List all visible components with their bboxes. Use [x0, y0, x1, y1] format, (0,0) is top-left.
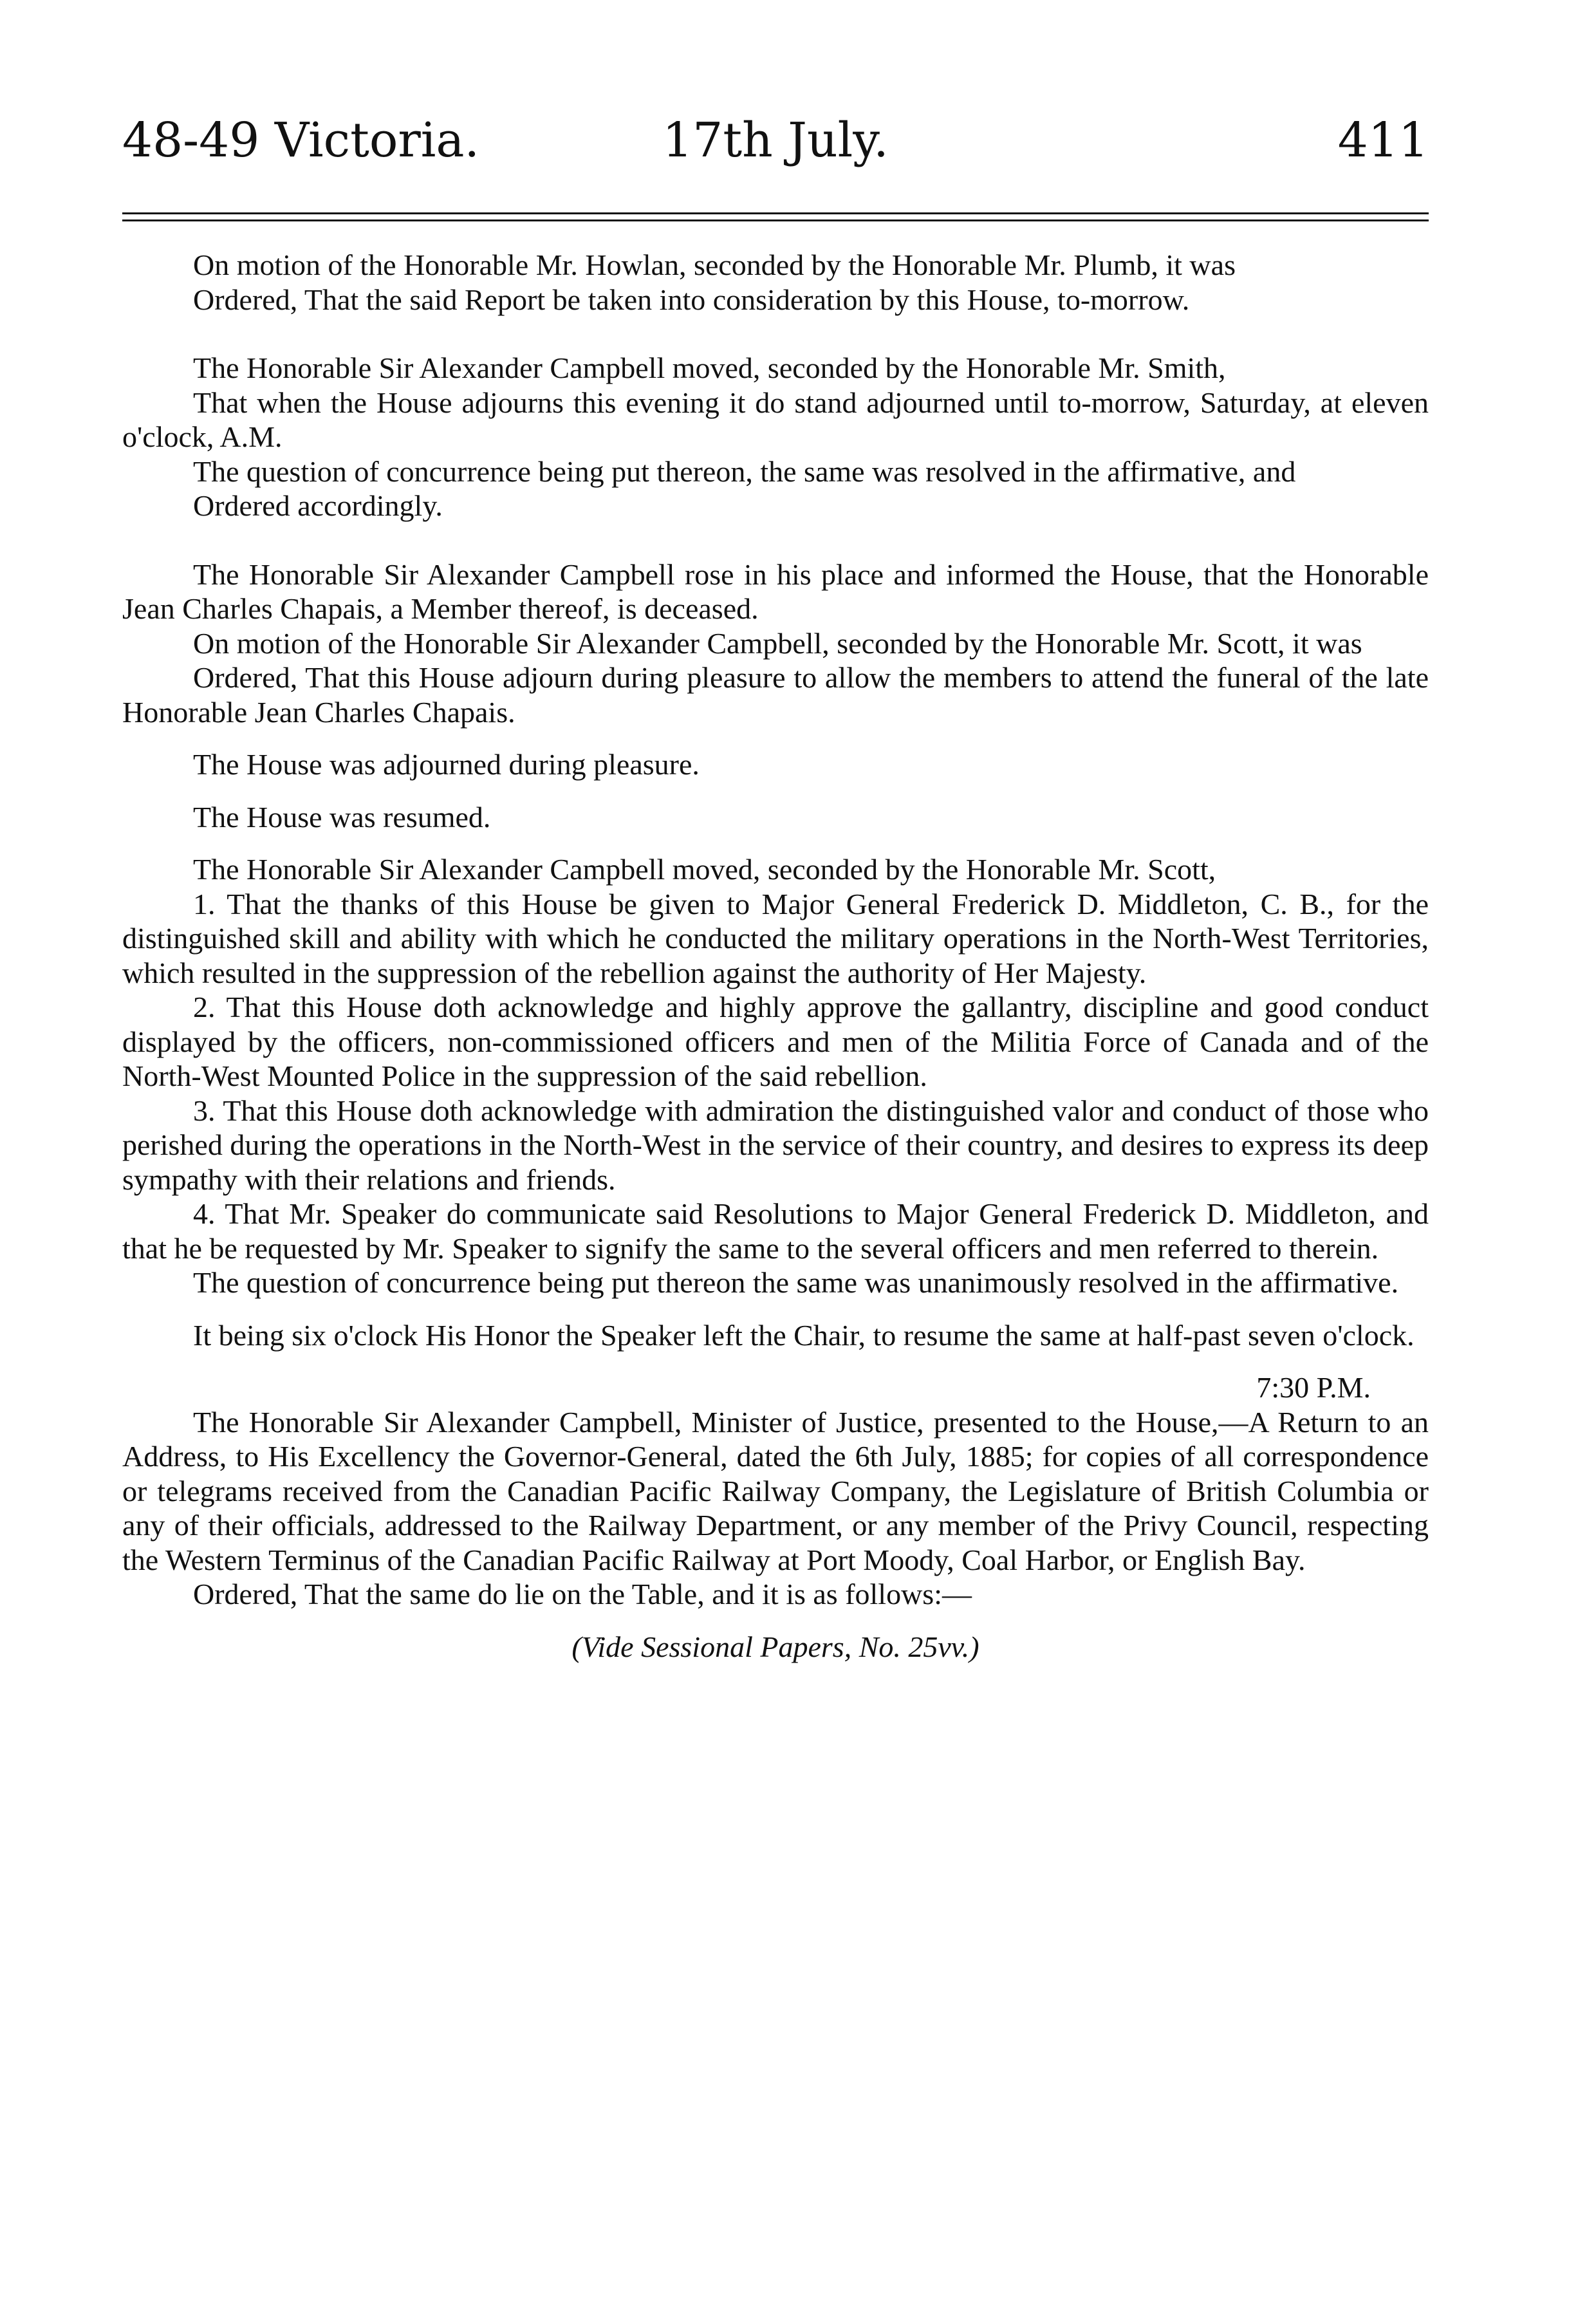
paragraph: The House was adjourned during pleasure.: [193, 748, 700, 781]
resolution-item: 3. That this House doth acknowledge with admiration the distinguished valor and conduct of those who perished during the operations in the North-West in the service of their country, and desires to express its deep sympathy with their relations and friends.: [122, 1094, 1429, 1196]
paragraph: The Honorable Sir Alexander Campbell moved, seconded by the Honorable Mr. Scott,: [193, 853, 1216, 886]
resolution-item: 1. That the thanks of this House be given to Major General Frederick D. Middleton, C. B., for the distinguished skill and ability with which he conducted the military operations in the North-West Territories, which resulted in the suppression of the rebellion against the authority of Her Majesty.: [122, 887, 1429, 989]
header-session: 48-49 Victoria.: [122, 113, 480, 168]
paragraph: It being six o'clock His Honor the Speaker left the Chair, to resume the same at half-past seven o'clock.: [193, 1318, 1415, 1352]
paragraph: Ordered, That the said Report be taken into consideration by this House, to-morrow.: [193, 283, 1190, 316]
paragraph: On motion of the Honorable Sir Alexander Campbell, seconded by the Honorable Mr. Scott, it was: [193, 626, 1362, 660]
page-body: [122, 248, 1429, 1664]
paragraph: The House was resumed.: [193, 800, 491, 834]
header-rule: [122, 212, 1429, 221]
paragraph: The question of concurrence being put thereon, the same was resolved in the affirmative, and: [193, 454, 1296, 488]
resolution-item: 4. That Mr. Speaker do communicate said Resolutions to Major General Frederick D. Middleton, and that he be requested by Mr. Speaker to signify the same to the several officers and men referred to therein.: [122, 1197, 1429, 1265]
paragraph: Ordered, That the same do lie on the Table, and it is as follows:—: [193, 1578, 972, 1610]
paragraph: The Honorable Sir Alexander Campbell, Minister of Justice, presented to the House,—A Return to an Address, to His Excellency the Governor-General, dated the 6th July, 1885; for copies of all correspondence or telegrams received from the Canadian Pacific Railway Company, the Legislature of British Columbia or any of their officials, addressed to the Railway Department, or any member of the Privy Council, respecting the Western Terminus of the Canadian Pacific Railway at Port Moody, Coal Harbor, or English Bay.: [122, 1405, 1429, 1576]
header-date: 17th July.: [662, 113, 889, 168]
page-number: 411: [1337, 113, 1429, 168]
resolution-item: 2. That this House doth acknowledge and highly approve the gallantry, discipline and good conduct displayed by the officers, non-commissioned officers and men of the Militia Force of Canada and of the North-West Mounted Police in the suppression of the said rebellion.: [122, 991, 1429, 1092]
sessional-papers-reference: (Vide Sessional Papers, No. 25vv.): [571, 1630, 979, 1663]
paragraph: That when the House adjourns this evening it do stand adjourned until to-morrow, Saturday, at eleven o'clock, A.M.: [122, 386, 1429, 453]
paragraph: Ordered, That this House adjourn during pleasure to allow the members to attend the funeral of the late Honorable Jean Charles Chapais.: [122, 661, 1429, 729]
time-stamp: 7:30 P.M.: [1256, 1371, 1371, 1404]
paragraph: The question of concurrence being put thereon the same was unanimously resolved in the affirmative.: [193, 1266, 1399, 1299]
paragraph: Ordered accordingly.: [193, 489, 443, 522]
paragraph: On motion of the Honorable Mr. Howlan, seconded by the Honorable Mr. Plumb, it was: [193, 248, 1236, 281]
page-header: [122, 113, 1429, 183]
paragraph: The Honorable Sir Alexander Campbell moved, seconded by the Honorable Mr. Smith,: [193, 351, 1226, 384]
paragraph: The Honorable Sir Alexander Campbell rose in his place and informed the House, that the Honorable Jean Charles Chapais, a Member thereof, is deceased.: [122, 557, 1429, 625]
